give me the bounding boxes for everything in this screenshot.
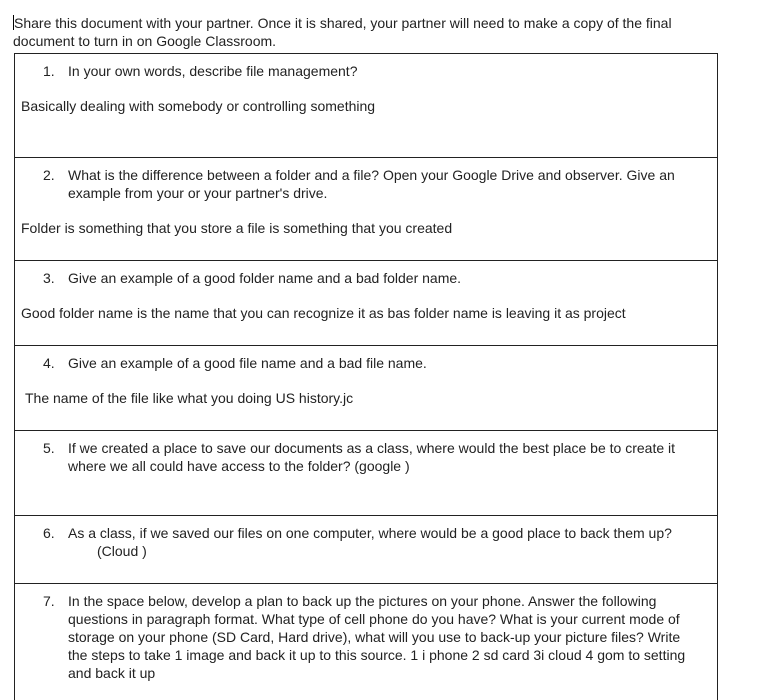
question-7 — [43, 592, 697, 682]
table-row — [15, 158, 717, 261]
question-text-line: As a class, if we saved our files on one computer, where would be a good place to back them up? — [68, 525, 672, 541]
answer-3[interactable]: Good folder name is the name that you can recognize it as bas folder name is leaving it as project — [21, 305, 626, 321]
question-5 — [43, 439, 697, 475]
intro-paragraph — [13, 14, 733, 50]
question-text: In the space below, develop a plan to back up the pictures on your phone. Answer the following questions in paragraph format. What type of cell phone do you have? What is your current mode of storage on your phone (SD Card, Hard drive), what will you use to back-up your picture files? Write the steps to take 1 image and back it up to this source. 1 i phone 2 sd card 3i cloud 4 gom to setting and back it up — [68, 593, 686, 681]
question-number: 1. — [43, 63, 55, 79]
question-text: If we created a place to save our documents as a class, where would the best place be to create it where we all could have access to the folder? (google ) — [68, 440, 676, 474]
question-4 — [43, 354, 697, 372]
question-text: What is the difference between a folder and a file? Open your Google Drive and observer. Give an example from your or your partner's drive. — [68, 167, 675, 201]
question-text: Give an example of a good file name and a bad file name. — [68, 355, 427, 371]
table-row — [15, 261, 717, 346]
table-row — [15, 584, 717, 700]
table-row — [15, 54, 717, 158]
table-row — [15, 346, 717, 431]
question-number: 5. — [43, 440, 55, 456]
question-number: 3. — [43, 270, 55, 286]
table-row — [15, 516, 717, 584]
table-row — [15, 431, 717, 516]
question-2 — [43, 166, 697, 202]
answer-4[interactable]: The name of the file like what you doing US history.jc — [25, 390, 354, 406]
questions-table — [14, 53, 718, 700]
question-6 — [43, 524, 697, 560]
question-3 — [43, 269, 697, 287]
intro-text: Share this document with your partner. Once it is shared, your partner will need to make a copy of the final document to turn in on Google Classroom. — [13, 15, 672, 49]
question-1 — [43, 62, 697, 80]
answer-6[interactable]: (Cloud ) — [97, 543, 147, 559]
question-number: 2. — [43, 167, 55, 183]
question-number: 7. — [43, 593, 55, 609]
question-text: Give an example of a good folder name and a bad folder name. — [68, 270, 462, 286]
question-number: 4. — [43, 355, 55, 371]
question-number: 6. — [43, 525, 55, 541]
answer-1[interactable]: Basically dealing with somebody or controlling something — [21, 98, 376, 114]
question-text — [68, 524, 697, 560]
answer-2[interactable]: Folder is something that you store a file is something that you created — [21, 220, 453, 236]
question-text: In your own words, describe file management? — [68, 63, 358, 79]
